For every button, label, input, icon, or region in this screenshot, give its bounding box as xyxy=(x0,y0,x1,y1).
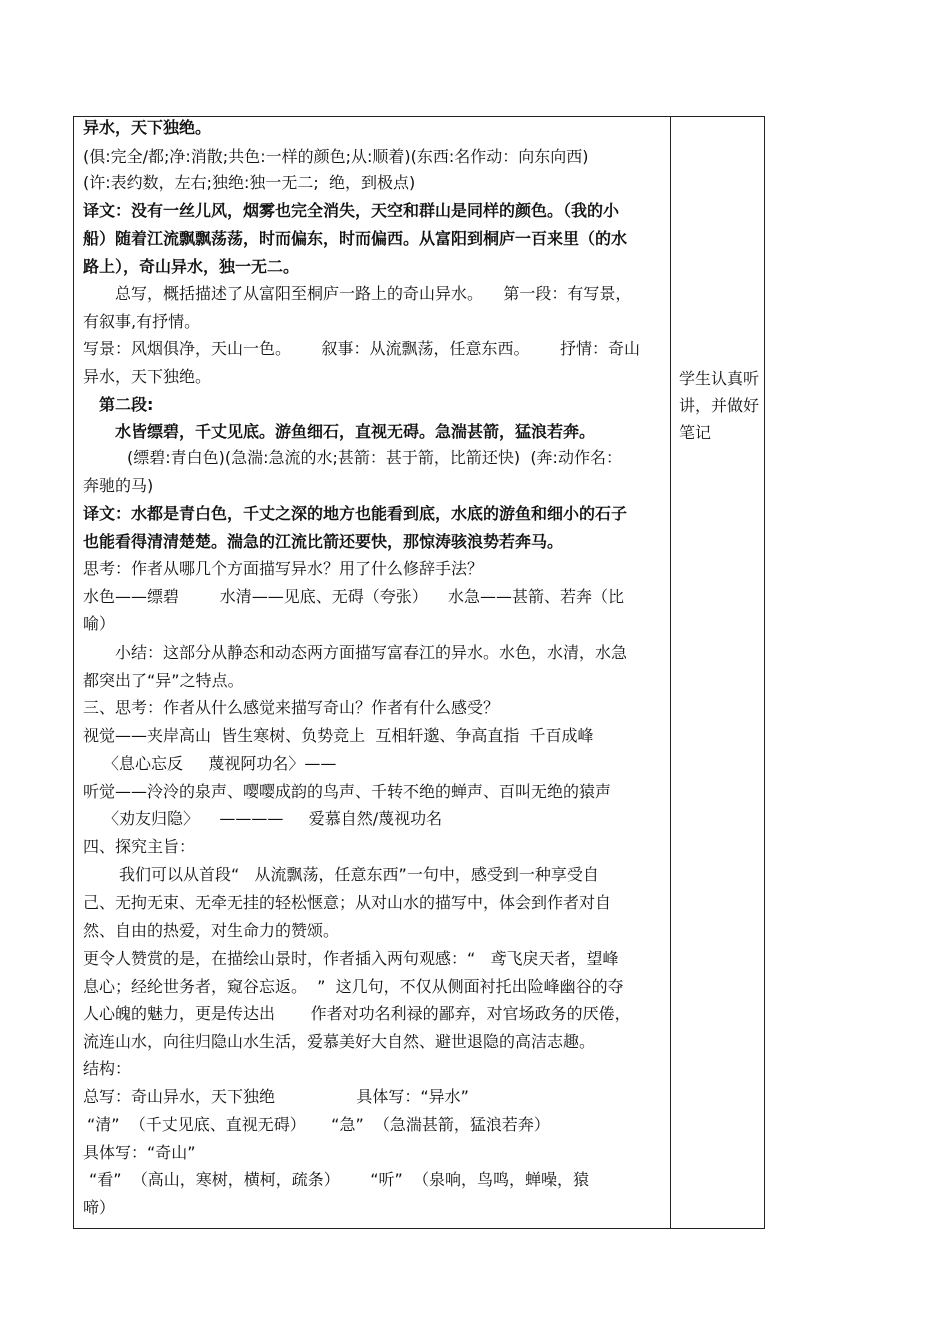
content-line: 总写：奇山异水，天下独绝 具体写：“异水” xyxy=(83,1087,469,1106)
content-line: 水色——缥碧 水清——见底、无碍（夸张） 水急——甚箭、若奔（比 xyxy=(83,587,625,606)
content-line: 路上），奇山异水，独一无二。 xyxy=(83,257,300,276)
content-line: 听觉——泠泠的泉声、嘤嘤成韵的鸟声、千转不绝的蝉声、百叫无绝的猿声 xyxy=(83,782,612,801)
content-line: 结构： xyxy=(83,1059,132,1078)
content-line: 异水，天下独绝。 xyxy=(83,367,212,386)
content-line: 有叙事,有抒情。 xyxy=(83,312,201,331)
content-line: 也能看得清清楚楚。湍急的江流比箭还要快，那惊涛骇浪势若奔马。 xyxy=(83,532,564,551)
content-line: 写景：风烟俱净，天山一色。 叙事：从流飘荡，任意东西。 抒情：奇山 xyxy=(83,339,641,358)
content-line: (俱:完全/都;净:消散;共色:一样的颜色;从:顺着)(东西:名作动：向东向西) xyxy=(83,147,589,166)
content-line: 〈息心忘反 蔑视阿功名〉—— xyxy=(103,754,337,773)
content-line: 息心；经纶世务者，窥谷忘返。 ” 这几句，不仅从侧面衬托出险峰幽谷的夺 xyxy=(83,977,624,996)
content-line: 水皆缥碧，千丈见底。游鱼细石，直视无碍。急湍甚箭，猛浪若奔。 xyxy=(115,422,596,441)
content-line: 译文：水都是青白色，千丈之深的地方也能看到底，水底的游鱼和细小的石子 xyxy=(83,504,628,523)
content-line: 译文：没有一丝儿风，烟雾也完全消失，天空和群山是同样的颜色。（我的小 xyxy=(83,201,620,220)
student-activity-note: 学生认真听讲，并做好笔记 xyxy=(679,369,760,442)
content-line: 视觉——夹岸高山 皆生寒树、负势竞上 互相轩邈、争高直指 千百成峰 xyxy=(83,726,594,745)
lesson-content-cell xyxy=(74,117,671,1228)
content-line: “清” （千丈见底、直视无碍） “急” （急湍甚箭，猛浪若奔） xyxy=(87,1115,550,1134)
content-line: 流连山水，向往归隐山水生活，爱慕美好大自然、避世退隐的高洁志趣。 xyxy=(83,1032,596,1051)
lesson-table xyxy=(73,116,765,1229)
content-line: 第二段: xyxy=(99,395,154,414)
content-line: 喻） xyxy=(83,614,116,633)
content-line: 啼） xyxy=(83,1198,116,1217)
content-line: 都突出了“异”之特点。 xyxy=(83,671,244,690)
content-line: “看” （高山，寒树，横柯，疏条） “听” （泉响，鸟鸣，蝉噪，猿 xyxy=(89,1170,590,1189)
content-line: 四、探究主旨： xyxy=(83,837,196,856)
content-line: 异水，天下独绝。 xyxy=(83,118,212,137)
content-line: 人心魄的魅力，更是传达出 作者对功名利禄的鄙弃，对官场政务的厌倦， xyxy=(83,1004,631,1023)
content-line: 总写，概括描述了从富阳至桐庐一路上的奇山异水。 第一段：有写景， xyxy=(115,284,632,303)
content-line: 〈劝友归隐〉 ———— 爱慕自然/蔑视功名 xyxy=(103,809,443,828)
content-line: 思考：作者从哪几个方面描写异水？用了什么修辞手法？ xyxy=(83,559,484,578)
content-line: (许:表约数，左右;独绝:独一无二; 绝，到极点) xyxy=(83,173,416,192)
content-line: 奔驰的马) xyxy=(83,476,154,495)
content-line: 小结：这部分从静态和动态两方面描写富春江的异水。水色，水清，水急 xyxy=(115,643,628,662)
content-line: 然、自由的热爱，对生命力的赞颂。 xyxy=(83,921,340,940)
content-line: 具体写：“奇山” xyxy=(83,1143,196,1162)
content-line: 船）随着江流飘飘荡荡，时而偏东，时而偏西。从富阳到桐庐一百来里（的水 xyxy=(83,229,628,248)
content-line: (缥碧:青白色)(急湍:急流的水;甚箭：甚于箭，比箭还快) (奔:动作名： xyxy=(127,448,622,467)
student-activity-cell xyxy=(671,117,765,1228)
content-line: 三、思考：作者从什么感觉来描写奇山？作者有什么感受？ xyxy=(83,698,500,717)
content-line: 更令人赞赏的是，在描绘山景时，作者插入两句观感：“ 鸢飞戾天者，望峰 xyxy=(83,949,619,968)
content-line: 我们可以从首段“ 从流飘荡，任意东西”一句中，感受到一种享受自 xyxy=(119,865,599,884)
content-line: 己、无拘无束、无牵无挂的轻松惬意；从对山水的描写中，体会到作者对自 xyxy=(83,893,612,912)
